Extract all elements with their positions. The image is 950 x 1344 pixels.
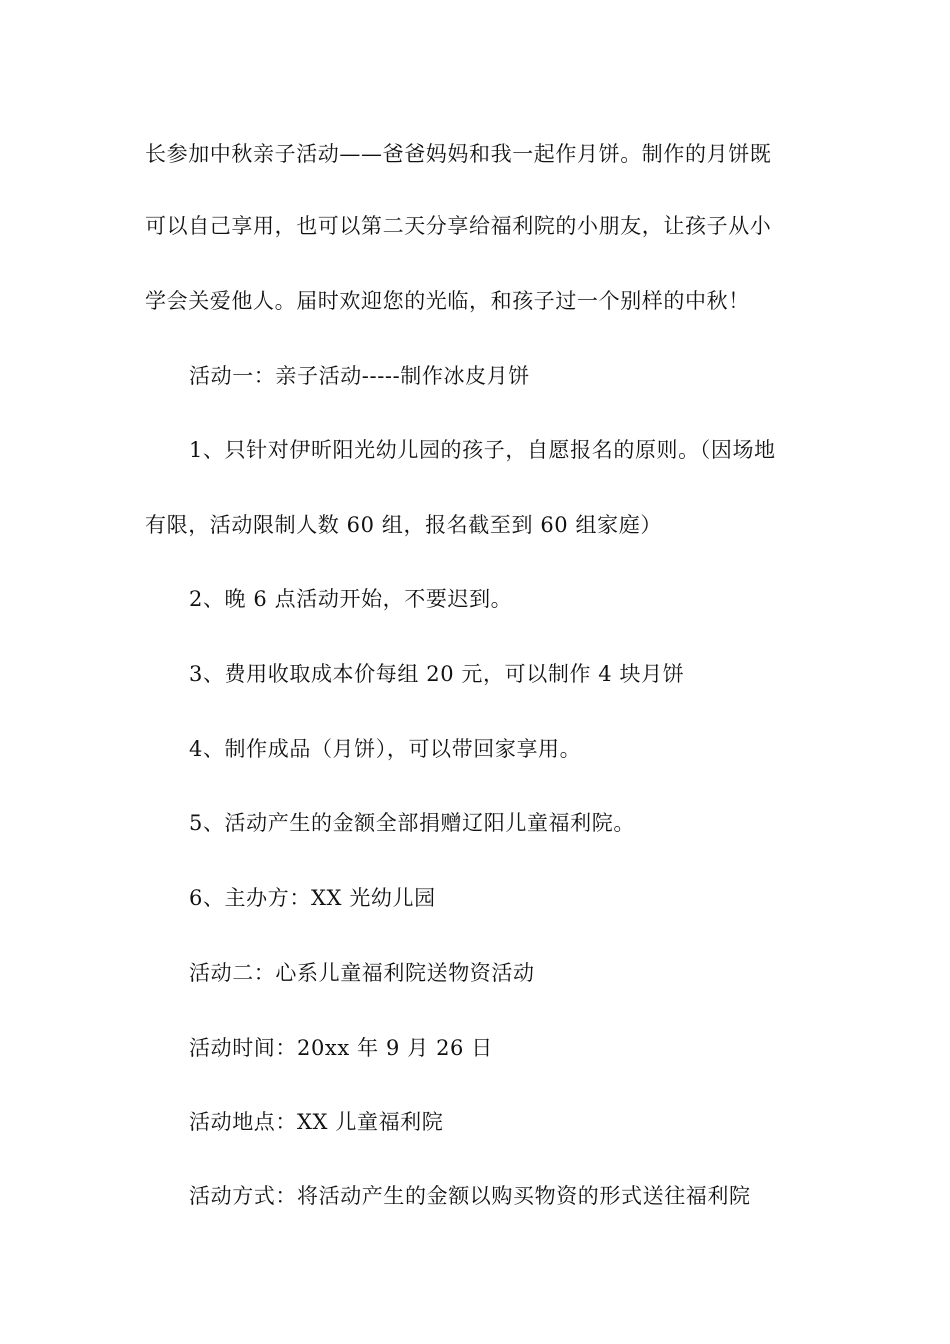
activity-location: 活动地点：XX 儿童福利院 bbox=[189, 1110, 444, 1134]
list-item-2: 2、晚 6 点活动开始，不要迟到。 bbox=[189, 587, 513, 611]
section-heading-activity-two: 活动二：心系儿童福利院送物资活动 bbox=[189, 961, 535, 985]
list-item-3: 3、费用收取成本价每组 20 元，可以制作 4 块月饼 bbox=[189, 662, 685, 686]
list-item-6: 6、主办方：XX 光幼儿园 bbox=[189, 886, 436, 910]
activity-method: 活动方式：将活动产生的金额以购买物资的形式送往福利院 bbox=[189, 1184, 751, 1208]
list-item-5: 5、活动产生的金额全部捐赠辽阳儿童福利院。 bbox=[189, 811, 635, 835]
paragraph-line-intro-2: 可以自己享用，也可以第二天分享给福利院的小朋友，让孩子从小 bbox=[145, 214, 772, 238]
activity-time: 活动时间：20xx 年 9 月 26 日 bbox=[189, 1036, 493, 1060]
list-item-4: 4、制作成品（月饼），可以带回家享用。 bbox=[189, 737, 582, 761]
paragraph-line-intro-1: 长参加中秋亲子活动——爸爸妈妈和我一起作月饼。制作的月饼既 bbox=[145, 142, 772, 166]
paragraph-line-intro-3: 学会关爱他人。届时欢迎您的光临，和孩子过一个别样的中秋！ bbox=[145, 289, 750, 313]
list-item-1-line-2: 有限，活动限制人数 60 组，报名截至到 60 组家庭） bbox=[145, 513, 662, 537]
section-heading-activity-one: 活动一：亲子活动-----制作冰皮月饼 bbox=[189, 364, 530, 388]
list-item-1-line-1: 1、只针对伊昕阳光幼儿园的孩子，自愿报名的原则。（因场地 bbox=[189, 438, 776, 462]
